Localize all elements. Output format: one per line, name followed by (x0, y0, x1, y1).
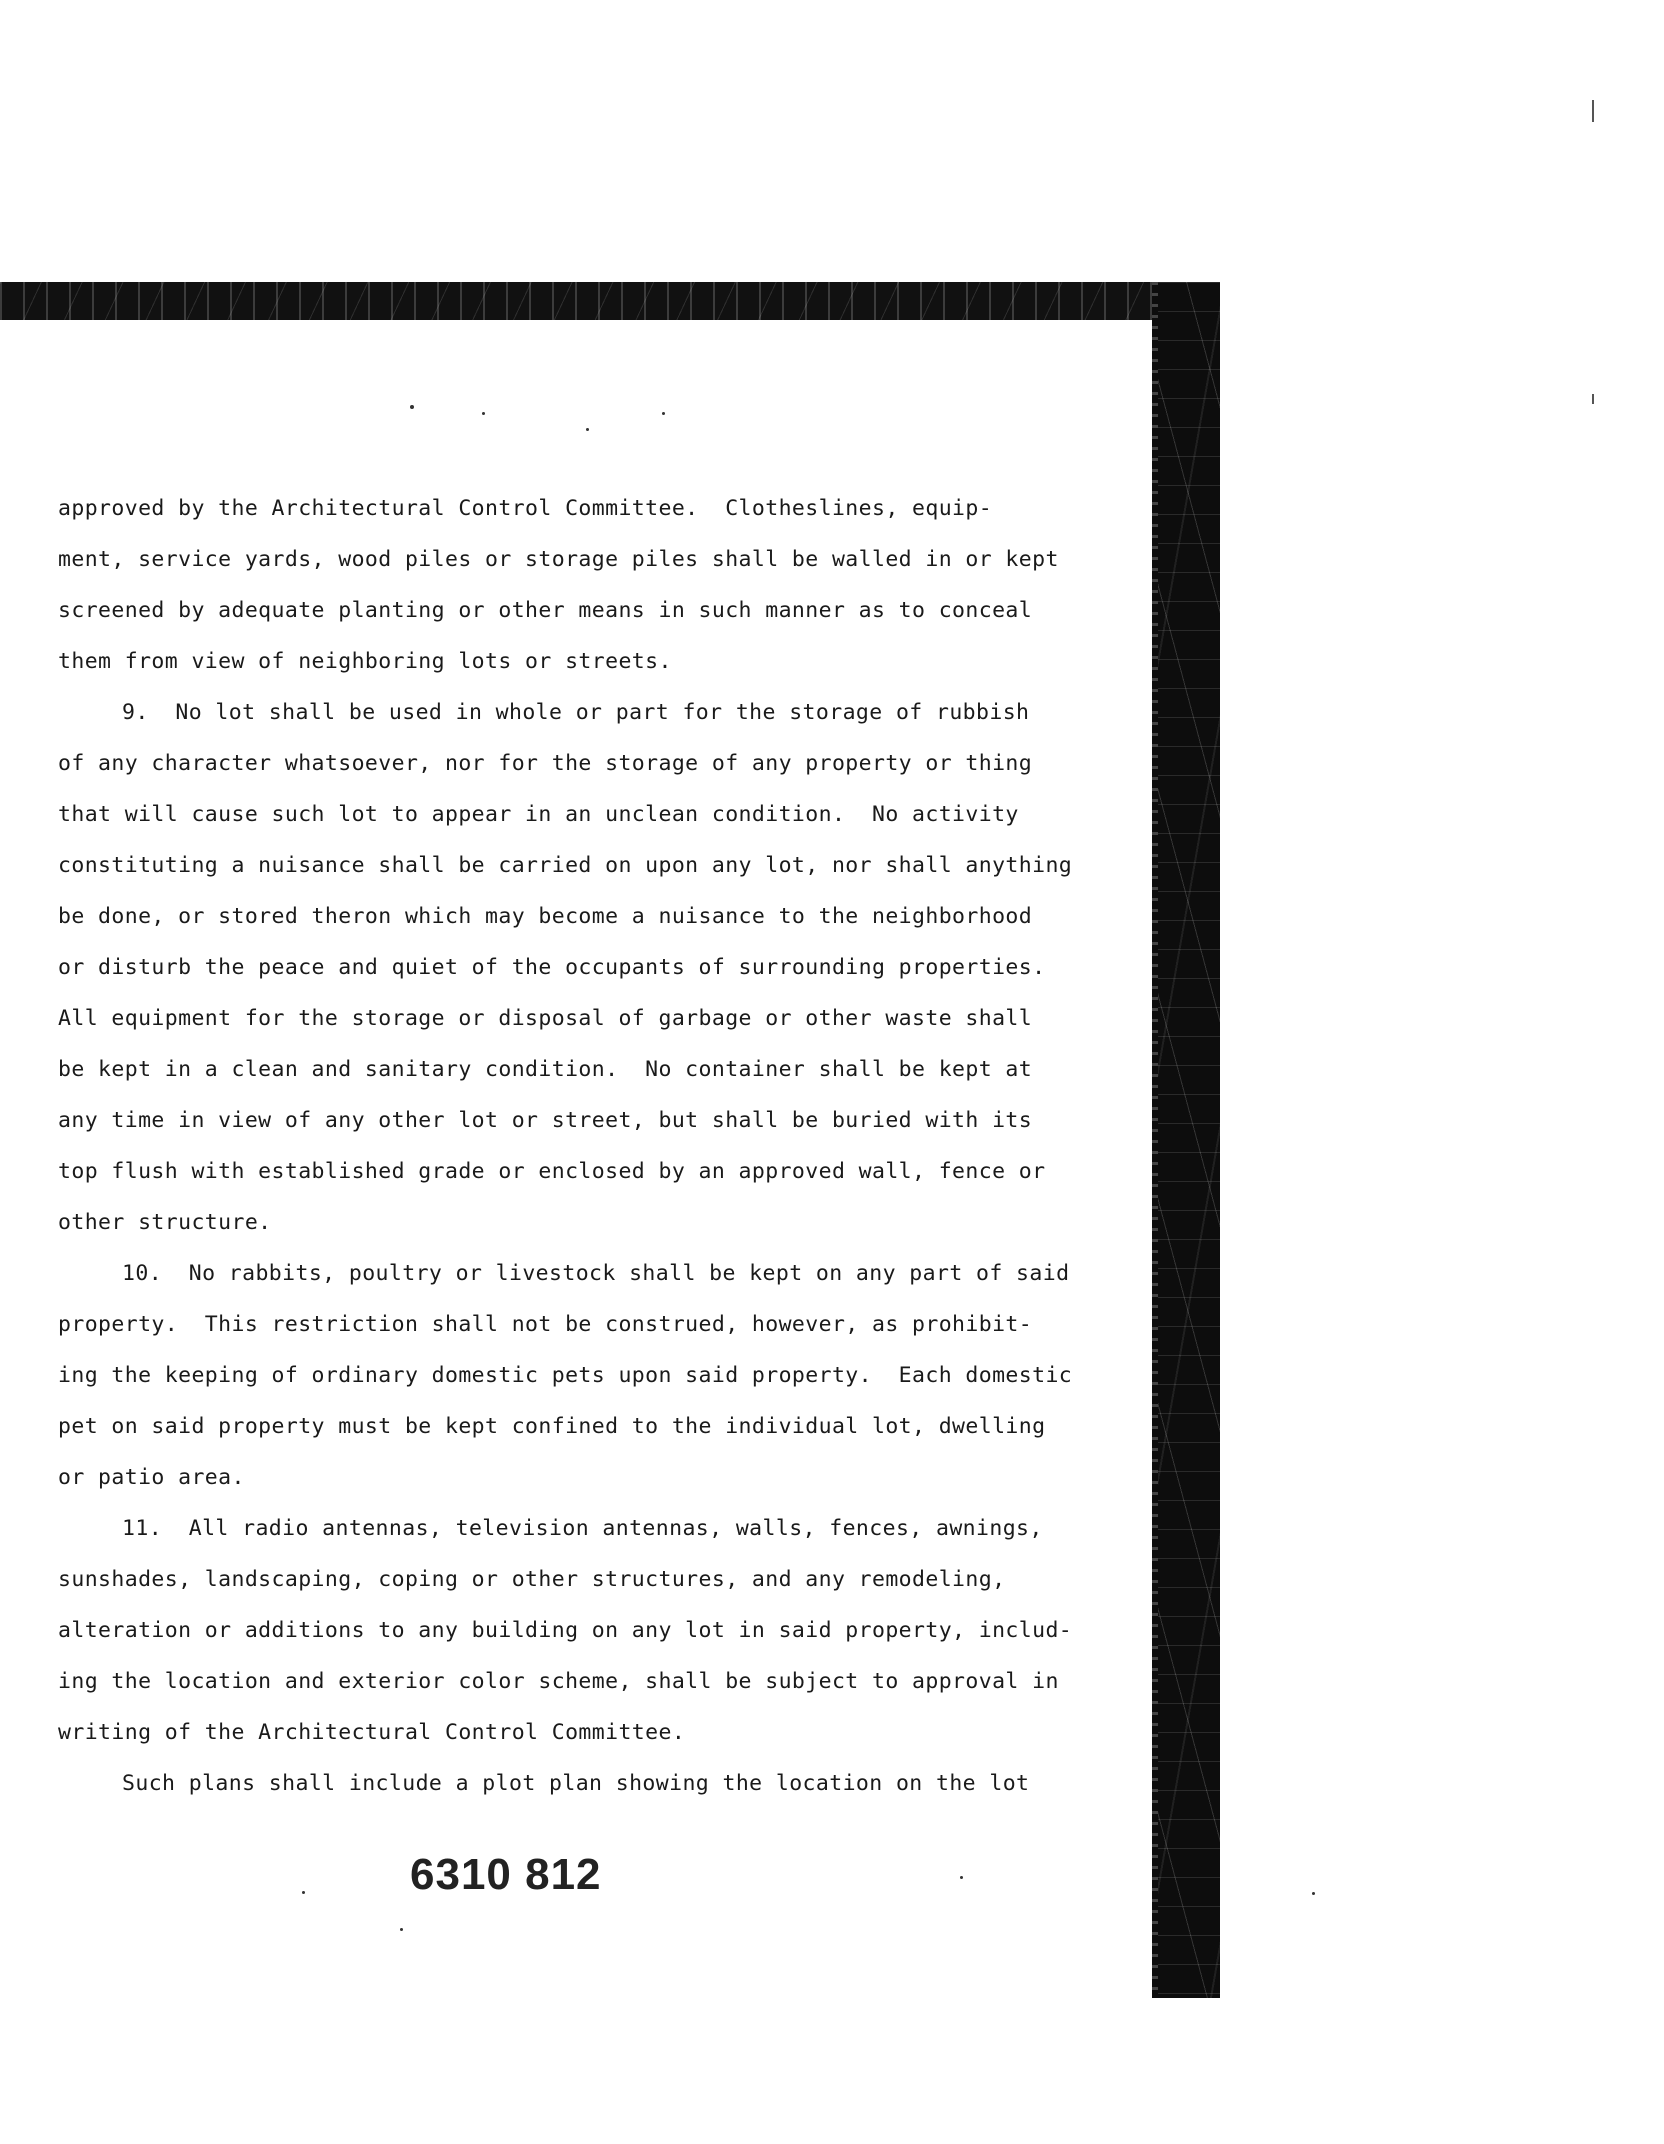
paragraph-10-start: 10. No rabbits, poultry or livestock shall be kept on any part of said (122, 1261, 1070, 1286)
edge-mark (1592, 394, 1594, 404)
text-line: alteration or additions to any building on any lot in said property, includ- (58, 1618, 1073, 1643)
scan-speck (662, 412, 665, 415)
text-line: of any character whatsoever, nor for the storage of any property or thing (58, 751, 1033, 776)
text-line: ing the location and exterior color scheme, shall be subject to approval in (58, 1669, 1059, 1694)
text-line: ing the keeping of ordinary domestic pets upon said property. Each domestic (58, 1363, 1073, 1388)
text-line: approved by the Architectural Control Committee. Clotheslines, equip- (58, 496, 993, 521)
text-line: top flush with established grade or enclosed by an approved wall, fence or (58, 1159, 1046, 1184)
text-line: be done, or stored theron which may become a nuisance to the neighborhood (58, 904, 1033, 929)
text-line: any time in view of any other lot or street, but shall be buried with its (58, 1108, 1033, 1133)
scan-border-right (1152, 282, 1220, 1998)
text-line: All equipment for the storage or disposal of garbage or other waste shall (58, 1006, 1033, 1031)
text-line: them from view of neighboring lots or streets. (58, 649, 672, 674)
scan-speck (960, 1876, 963, 1879)
text-line: or patio area. (58, 1465, 245, 1490)
text-line: pet on said property must be kept confined to the individual lot, dwelling (58, 1414, 1046, 1439)
paragraph-9-start: 9. No lot shall be used in whole or part for the storage of rubbish (122, 700, 1030, 725)
text-line: be kept in a clean and sanitary condition. No container shall be kept at (58, 1057, 1033, 1082)
text-line: ment, service yards, wood piles or storage piles shall be walled in or kept (58, 547, 1059, 572)
text-line: other structure. (58, 1210, 272, 1235)
text-line: property. This restriction shall not be construed, however, as prohibit- (58, 1312, 1033, 1337)
text-line: writing of the Architectural Control Committee. (58, 1720, 686, 1745)
text-line: sunshades, landscaping, coping or other structures, and any remodeling, (58, 1567, 1006, 1592)
text-line: or disturb the peace and quiet of the occupants of surrounding properties. (58, 955, 1046, 980)
edge-mark (1592, 100, 1594, 122)
scan-speck (586, 428, 589, 431)
text-line: Such plans shall include a plot plan showing the location on the lot (122, 1771, 1030, 1796)
text-line: screened by adequate planting or other means in such manner as to conceal (58, 598, 1033, 623)
text-line: constituting a nuisance shall be carried on upon any lot, nor shall anything (58, 853, 1073, 878)
scan-speck (400, 1928, 403, 1931)
text-line: that will cause such lot to appear in an unclean condition. No activity (58, 802, 1019, 827)
paragraph-11-start: 11. All radio antennas, television antennas, walls, fences, awnings, (122, 1516, 1043, 1541)
page-number: 6310 812 (410, 1850, 602, 1899)
scan-speck (302, 1891, 305, 1894)
scan-speck (410, 405, 414, 409)
scan-border-top (0, 282, 1220, 320)
scan-speck (1312, 1892, 1315, 1895)
scan-speck (482, 412, 485, 415)
